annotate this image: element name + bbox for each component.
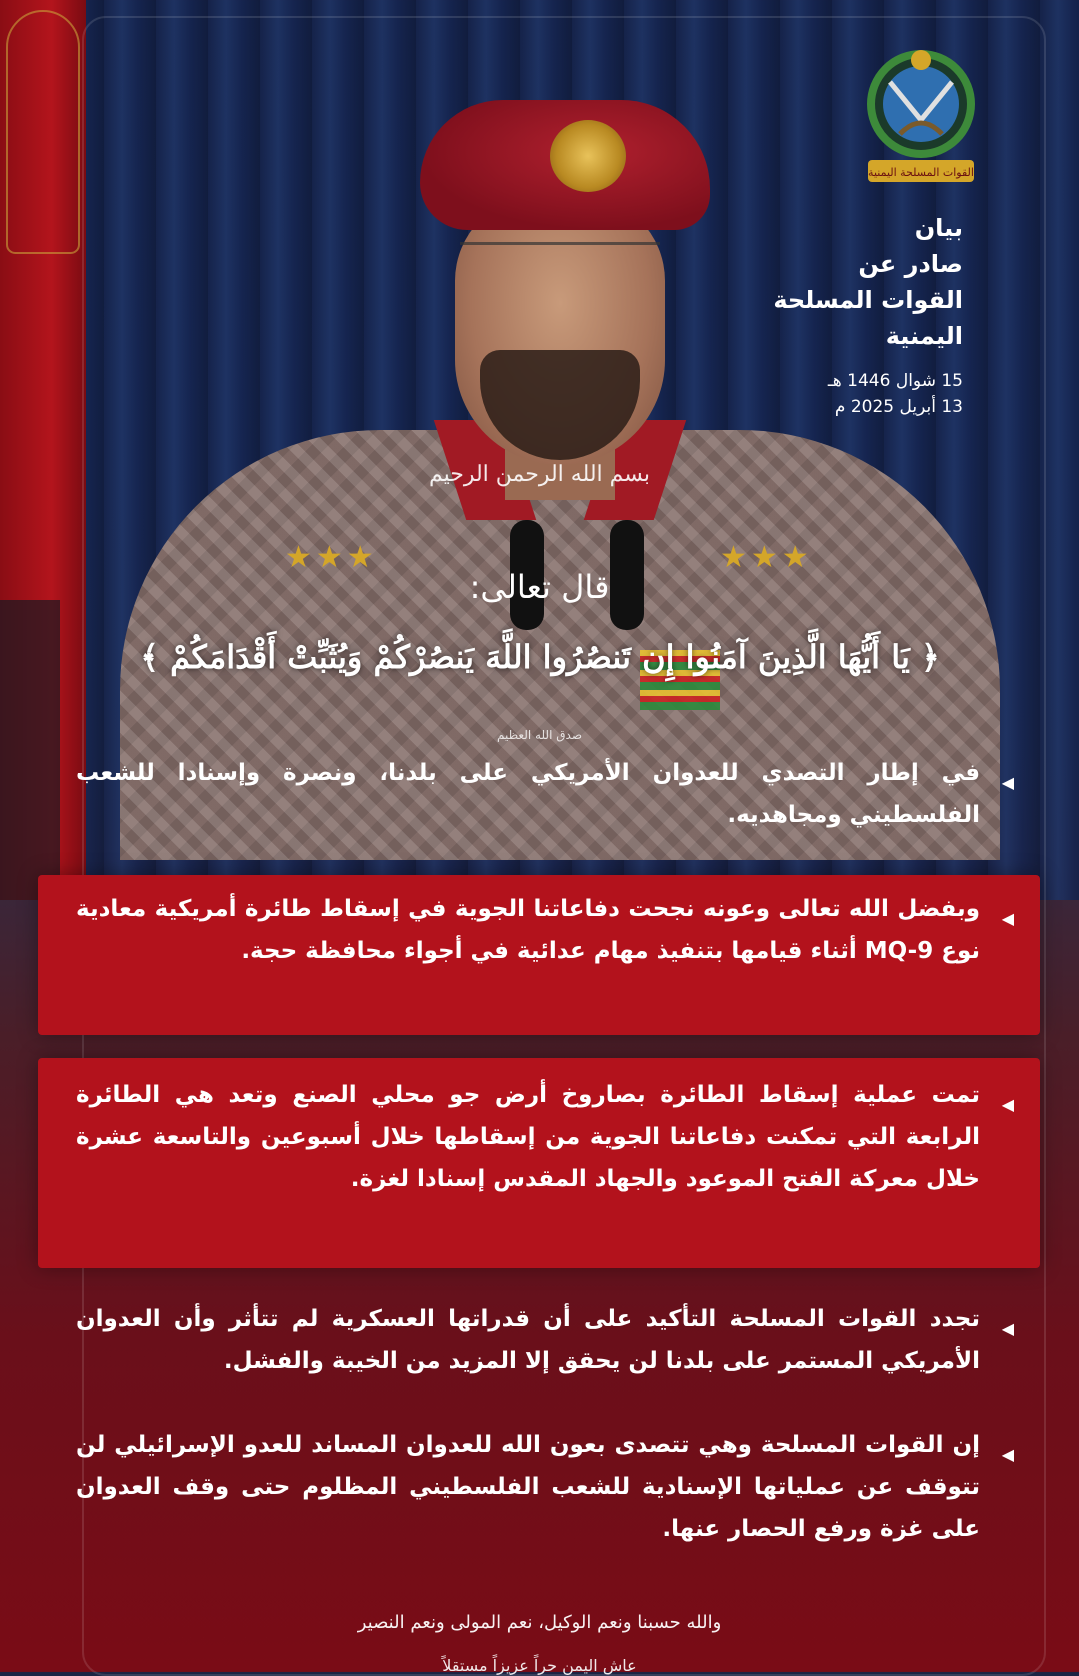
title-line: اليمنية [885,322,963,350]
title-line: بيان [914,214,963,242]
bullet-triangle-icon: ◀ [1001,1319,1014,1338]
statement-paragraph: ◀ تمت عملية إسقاط الطائرة بصاروخ أرض جو محلي الصنع وتعد هي الطائرة الرابعة التي تمكنت دفاعاتنا الجوية من إسقاطها خلال أسبوعين والتاسعة عشرة خلال معركة الفتح الموعود والجهاد المقدس إسنادا لغزة. [76,1082,1014,1192]
armed-forces-emblem-icon [860,42,982,192]
bullet-triangle-icon: ◀ [1001,773,1014,792]
statement-paragraph: ◀ تجدد القوات المسلحة التأكيد على أن قدراتها العسكرية لم تتأثر وأن العدوان الأمريكي المستمر على بلدنا لن يحقق إلا المزيد من الخيبة والفشل. [76,1306,1014,1374]
statement-title [773,210,963,354]
bullet-triangle-icon: ◀ [1001,1095,1014,1114]
statement-paragraph: ◀ في إطار التصدي للعدوان الأمريكي على بلدنا، ونصرة وإسنادا للشعب الفلسطيني ومجاهديه. [76,760,1014,828]
quran-verse: ﴿ يَا أَيُّهَا الَّذِينَ آمَنُوا إِن تَنصُرُوا اللَّهَ يَنصُرْكُمْ وَيُثَبِّتْ أَقْدَامَكُمْ ﴾ [140,638,940,676]
statement-dates [828,368,963,420]
sadaqa-allah: صدق الله العظيم [496,728,583,742]
flag-ornament [6,10,80,254]
basmala: بسم الله الرحمن الرحيم [428,462,651,487]
background-shadow [0,600,60,900]
bullet-triangle-icon: ◀ [1001,909,1014,928]
glasses [460,242,660,285]
rank-stars-left-icon: ★★★ [285,540,378,575]
emblem-label: القوات المسلحة اليمنية [868,166,974,179]
closing-slogan: عاش اليمن حراً عزيزاً مستقلاً [442,1656,637,1675]
date-gregorian: 13 أبريل 2025 م [834,397,963,417]
qala-tala: قال تعالى: [469,568,610,606]
title-line: القوات المسلحة [773,286,963,314]
beret-badge-icon [550,120,626,192]
bullet-triangle-icon: ◀ [1001,1445,1014,1464]
rank-stars-right-icon: ★★★ [720,540,813,575]
title-line: صادر عن [858,250,963,278]
statement-paragraph: ◀ وبفضل الله تعالى وعونه نجحت دفاعاتنا الجوية في إسقاط طائرة أمريكية معادية نوع MQ-9 أثناء قيامها بتنفيذ مهام عدائية في أجواء محافظة حجة. [76,896,1014,964]
statement-paragraph: ◀ إن القوات المسلحة وهي تتصدى بعون الله للعدوان المساند للعدو الإسرائيلي لن تتوقف عن عملياتها الإسنادية للشعب الفلسطيني المظلوم حتى وقف العدوان على غزة ورفع الحصار عنها. [76,1432,1014,1542]
date-hijri: 15 شوال 1446 هـ [827,371,963,391]
closing-line: والله حسبنا ونعم الوكيل، نعم المولى ونعم النصير [357,1612,722,1633]
